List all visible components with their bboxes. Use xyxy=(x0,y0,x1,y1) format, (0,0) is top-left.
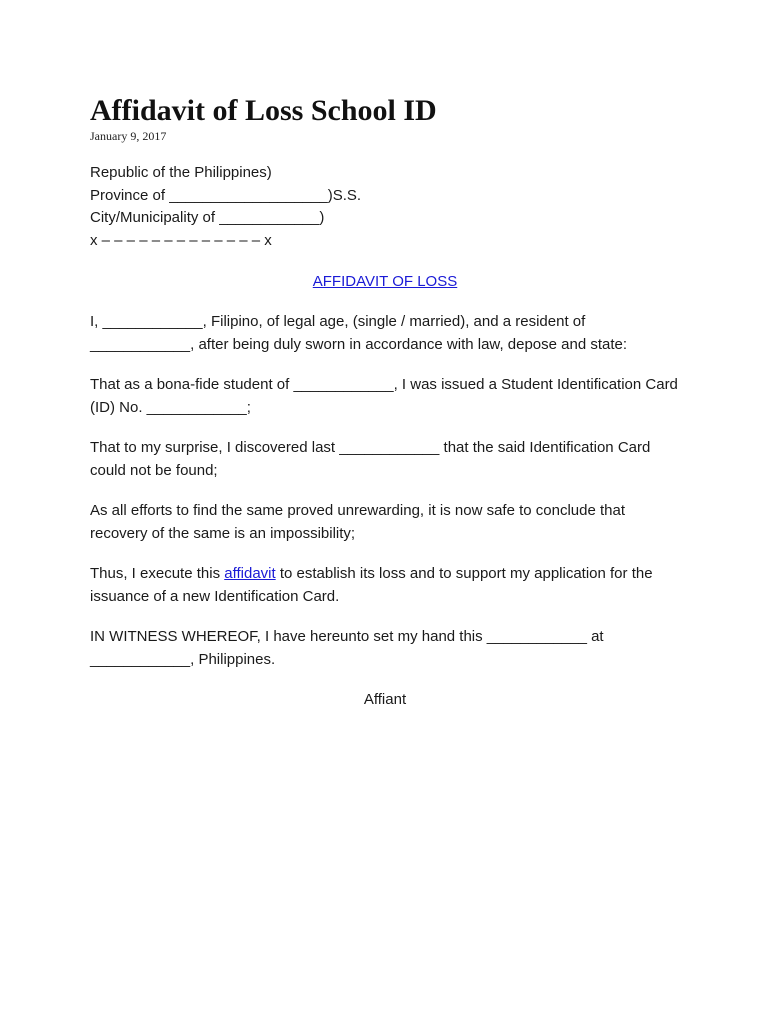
caption-line-separator: x – – – – – – – – – – – – – x xyxy=(90,231,272,249)
paragraph-efforts: As all efforts to find the same proved unrewarding, it is now safe to conclude that recovery of the same is an impossibility; xyxy=(90,502,626,542)
document-title: Affidavit of Loss School ID xyxy=(90,94,437,127)
document-page xyxy=(90,94,680,711)
caption-line-province: Province of ___________________)S.S. xyxy=(90,186,362,204)
affiant-signature-label: Affiant xyxy=(363,691,407,708)
paragraph-discovery: That to my surprise, I discovered last ____________ that the said Identification Card could not be found; xyxy=(90,439,651,479)
caption-line-republic: Republic of the Philippines) xyxy=(90,164,272,181)
affidavit-link[interactable]: affidavit xyxy=(224,565,276,582)
affidavit-heading-link[interactable]: AFFIDAVIT OF LOSS xyxy=(312,273,458,290)
execution-text-after: to establish its loss and to support my application for the issuance of a new Identification Card. xyxy=(90,565,653,605)
caption-line-city: City/Municipality of ____________) xyxy=(90,209,325,226)
paragraph-execution xyxy=(90,563,680,608)
affidavit-heading xyxy=(90,271,680,293)
execution-text-before: Thus, I execute this xyxy=(90,565,225,582)
paragraph-witness: IN WITNESS WHEREOF, I have hereunto set my hand this ____________ at ____________, Philippines. xyxy=(90,628,604,668)
paragraph-declarant: I, ____________, Filipino, of legal age, (single / married), and a resident of ____________, after being duly sworn in accordance with law, depose and state: xyxy=(90,313,628,353)
paragraph-student-id: That as a bona-fide student of ____________, I was issued a Student Identification Card (ID) No. ____________; xyxy=(90,376,678,416)
venue-caption xyxy=(90,162,680,252)
document-date: January 9, 2017 xyxy=(90,129,167,143)
